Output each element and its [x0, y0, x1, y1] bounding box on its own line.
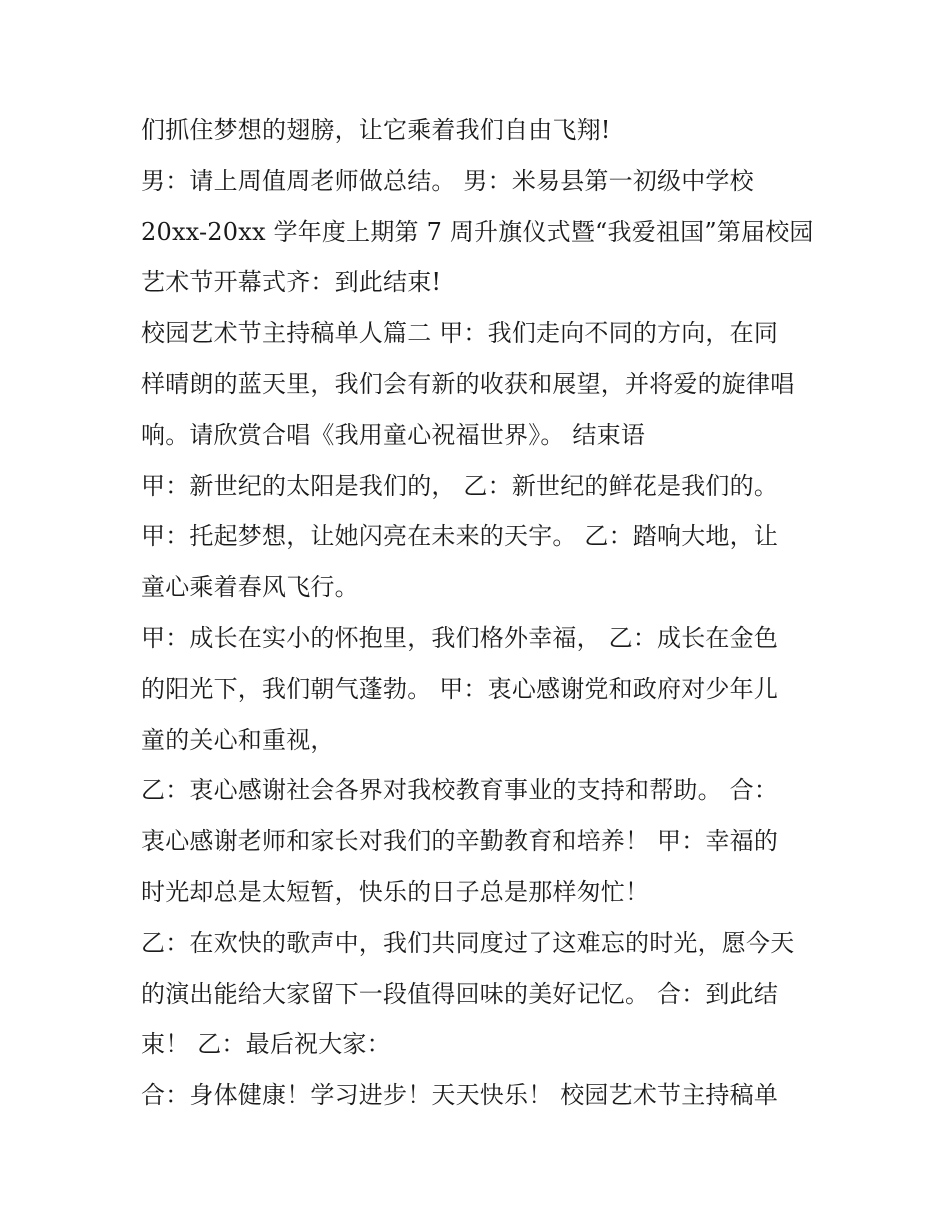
text-line: 的演出能给大家留下一段值得回味的美好记忆。 合：到此结: [141, 979, 779, 1008]
text-line: 男：请上周值周老师做总结。 男：米易县第一初级中学校: [141, 166, 754, 195]
text-line: 束！ 乙：最后祝大家：: [141, 1030, 391, 1059]
text-line: 校园艺术节主持稿单人篇二 甲：我们走向不同的方向，在同: [141, 319, 779, 348]
text-line: 童的关心和重视，: [141, 725, 335, 754]
text-line: 们抓住梦想的翅膀，让它乘着我们自由飞翔!: [141, 116, 611, 144]
text-line: 衷心感谢老师和家长对我们的辛勤教育和培养！ 甲：幸福的: [141, 827, 779, 856]
text-line: 响。请欣赏合唱《我用童心祝福世界》。 结束语: [141, 420, 646, 449]
text-line: 甲：托起梦想，让她闪亮在未来的天宇。 乙：踏响大地，让: [141, 522, 779, 551]
text-line: 艺术节开幕式齐：到此结束!: [141, 268, 442, 297]
text-line: 甲：新世纪的太阳是我们的， 乙：新世纪的鲜花是我们的。: [141, 471, 779, 500]
text-line: 甲：成长在实小的怀抱里，我们格外幸福， 乙：成长在金色: [141, 623, 779, 652]
text-line: 20xx-20xx 学年度上期第 7 周升旗仪式暨“我爱祖国”第届校园: [141, 217, 814, 246]
text-line: 乙：衷心感谢社会各界对我校教育事业的支持和帮助。 合：: [141, 776, 779, 805]
document-body: [141, 110, 821, 1126]
text-line: 童心乘着春风飞行。: [141, 573, 359, 602]
text-line: 乙：在欢快的歌声中，我们共同度过了这难忘的时光，愿今天: [141, 928, 795, 957]
text-line: 样晴朗的蓝天里，我们会有新的收获和展望，并将爱的旋律唱: [141, 369, 795, 398]
text-line: 时光却总是太短暂，快乐的日子总是那样匆忙！: [141, 877, 650, 906]
text-line: 的阳光下，我们朝气蓬勃。 甲：衷心感谢党和政府对少年儿: [141, 674, 779, 703]
text-line: 合：身体健康！学习进步！天天快乐！ 校园艺术节主持稿单: [141, 1081, 779, 1110]
